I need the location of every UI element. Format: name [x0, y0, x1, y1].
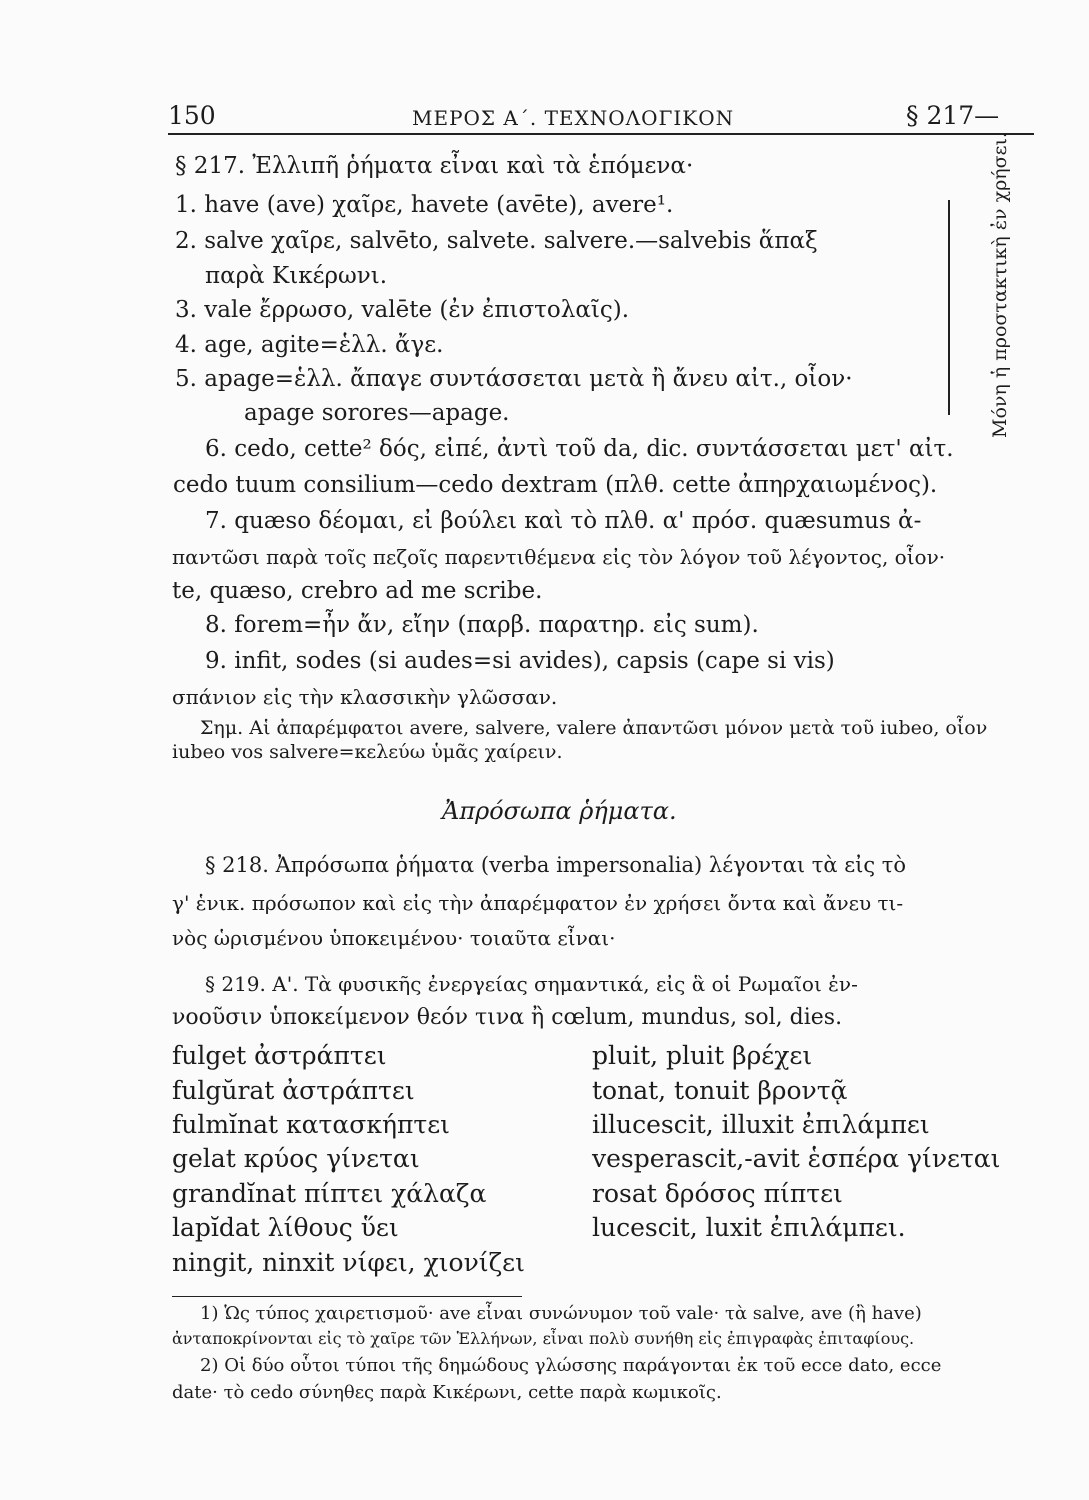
side-bracket	[948, 200, 950, 415]
footnote: 1) Ὡς τύπος χαιρετισμοῦ· ave εἶναι συνώνυμον τοῦ vale· τὰ salve, ave (ἢ have)	[200, 1303, 922, 1324]
verb-right: tonat, tonuit βροντᾷ	[592, 1076, 848, 1105]
list-item: 5. apage=ἑλλ. ἄπαγε συντάσσεται μετὰ ἢ ἄνευ αἰτ., οἷον·	[175, 366, 853, 392]
section-ref: § 217—	[906, 101, 1000, 130]
list-item: apage sorores—apage.	[244, 400, 510, 426]
subheading: Ἀπρόσωπα ῥήματα.	[442, 797, 677, 825]
remark: iubeo vos salvere=κελεύω ὑμᾶς χαίρειν.	[172, 741, 563, 763]
list-item: cedo tuum consilium—cedo dextram (πλθ. cette ἀπηρχαιωμένος).	[173, 472, 938, 498]
list-item: 1. have (ave) χαῖρε, havete (avēte), avere¹.	[175, 192, 674, 218]
section-218-text: γ' ἑνικ. πρόσωπον καὶ εἰς τὴν ἀπαρέμφατον ἐν χρήσει ὄντα καὶ ἄνευ τι-	[172, 891, 904, 915]
verb-left: fulget ἀστράπτει	[172, 1041, 387, 1070]
side-note: Μόνη ἡ προστακτικὴ ἐν χρήσει.	[989, 132, 1011, 438]
page-number: 150	[168, 101, 216, 130]
verb-left: fulgŭrat ἀστράπτει	[172, 1076, 415, 1105]
footnote: ἀνταποκρίνονται εἰς τὸ χαῖρε τῶν Ἑλλήνων, εἶναι πολὺ συνήθη εἰς ἐπιγραφὰς ἐπιταφίους.	[172, 1329, 915, 1348]
footnote: date· τὸ cedo σύνηθες παρὰ Κικέρωνι, cette παρὰ κωμικοῖς.	[172, 1382, 722, 1403]
verb-left: ningit, ninxit νίφει, χιονίζει	[172, 1248, 525, 1277]
section-218-text: § 218. Ἀπρόσωπα ῥήματα (verba impersonalia) λέγονται τὰ εἰς τὸ	[205, 853, 907, 877]
list-item: 4. age, agite=ἑλλ. ἄγε.	[175, 332, 444, 358]
verb-right: vesperascit,-avit ἑσπέρα γίνεται	[592, 1144, 1001, 1173]
verb-right: lucescit, luxit ἐπιλάμπει.	[592, 1213, 906, 1242]
footnote: 2) Οἱ δύο οὗτοι τύποι τῆς δημώδους γλώσσης παράγονται ἐκ τοῦ ecce dato, ecce	[200, 1355, 942, 1376]
list-item: παρὰ Κικέρωνι.	[205, 263, 388, 289]
list-item: 7. quæso δέομαι, εἰ βούλει καὶ τὸ πλθ. α' πρόσ. quæsumus ἀ-	[205, 508, 922, 534]
running-title: ΜΕΡΟΣ Α΄. ΤΕΧΝΟΛΟΓΙΚΟΝ	[412, 106, 735, 130]
list-item: te, quæso, crebro ad me scribe.	[172, 578, 543, 604]
verb-left: fulmĭnat κατασκήπτει	[172, 1110, 450, 1139]
verb-left: grandĭnat πίπτει χάλαζα	[172, 1179, 487, 1208]
section-217-intro: § 217. Ἐλλιπῆ ῥήματα εἶναι καὶ τὰ ἑπόμενα·	[175, 153, 694, 179]
verb-right: illucescit, illuxit ἐπιλάμπει	[592, 1110, 930, 1139]
list-item: 9. infit, sodes (si audes=si avides), capsis (cape si vis)	[205, 648, 835, 674]
section-219-text: νοοῦσιν ὑποκείμενον θεόν τινα ἢ cœlum, mundus, sol, dies.	[172, 1005, 843, 1030]
list-item: 2. salve χαῖρε, salvēto, salvete. salvere.—salvebis ἅπαξ	[175, 228, 818, 254]
section-218-text: νὸς ὡρισμένου ὑποκειμένου· τοιαῦτα εἶναι·	[172, 926, 616, 950]
verb-right: pluit, pluit βρέχει	[592, 1041, 813, 1070]
verb-left: lapĭdat λίθους ὕει	[172, 1213, 399, 1242]
remark: Σημ. Αἱ ἀπαρέμφατοι avere, salvere, valere ἀπαντῶσι μόνον μετὰ τοῦ iubeo, οἷον	[200, 717, 988, 739]
list-item: σπάνιον εἰς τὴν κλασσικὴν γλῶσσαν.	[172, 685, 558, 709]
verb-left: gelat κρύος γίνεται	[172, 1144, 420, 1173]
list-item: 8. forem=ἦν ἄν, εἴην (παρβ. παρατηρ. εἰς sum).	[205, 612, 759, 638]
header-rule	[168, 133, 1034, 135]
verb-right: rosat δρόσος πίπτει	[592, 1179, 843, 1208]
footnote-rule	[172, 1296, 522, 1297]
list-item: 3. vale ἔρρωσο, valēte (ἐν ἐπιστολαῖς).	[175, 297, 630, 323]
section-219-text: § 219. Α'. Τὰ φυσικῆς ἐνεργείας σημαντικά, εἰς ἃ οἱ Ρωμαῖοι ἐν-	[205, 972, 858, 996]
list-item: παντῶσι παρὰ τοῖς πεζοῖς παρεντιθέμενα εἰς τὸν λόγον τοῦ λέγοντος, οἷον·	[172, 545, 946, 569]
list-item: 6. cedo, cette² δός, εἰπέ, ἀντὶ τοῦ da, dic. συντάσσεται μετ' αἰτ.	[205, 436, 954, 462]
